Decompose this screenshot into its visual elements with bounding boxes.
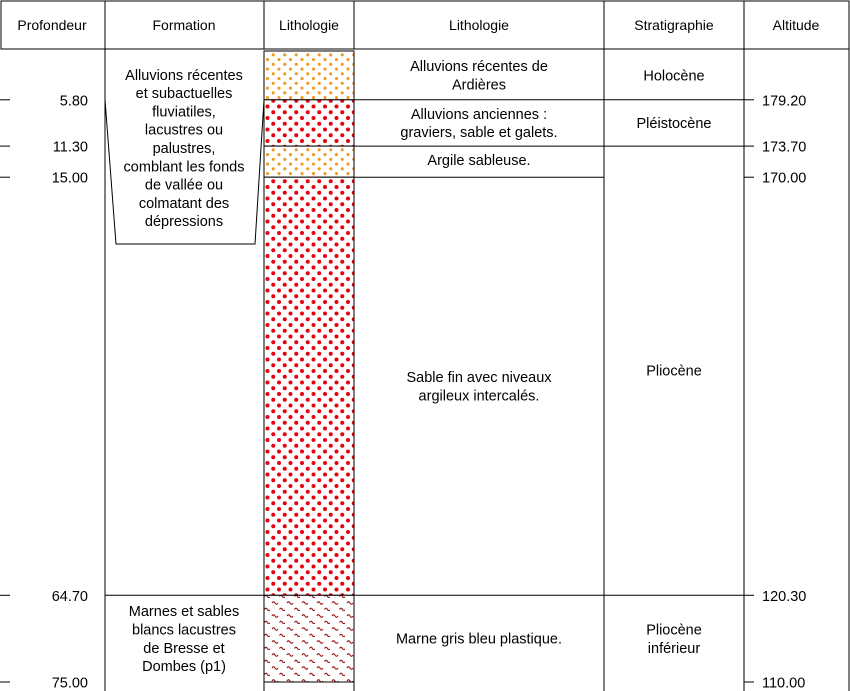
lithology-pattern-red-dots [264, 177, 354, 595]
altitude-label: 179.20 [762, 93, 807, 110]
stratigraphy-label-line: Pliocène [646, 363, 702, 380]
stratigraphy-column [604, 68, 744, 656]
depth-label: 75.00 [51, 675, 88, 691]
formation-label-line: comblant les fonds [123, 159, 245, 176]
formation-label-line: palustres, [152, 141, 216, 157]
formation-label-line: Alluvions récentes [125, 67, 243, 84]
lithology-description-line: Alluvions anciennes : [410, 106, 548, 123]
formation-column [105, 68, 264, 675]
header-altitude: Altitude [772, 17, 820, 33]
header-profondeur: Profondeur [17, 17, 87, 33]
stratigraphy-label-line: Holocène [643, 68, 705, 85]
altitude-label: 120.30 [762, 588, 807, 605]
lithology-description-line: Argile sableuse. [427, 153, 531, 170]
altitude-column [744, 93, 806, 691]
altitude-label: 170.00 [762, 170, 807, 187]
altitude-label: 173.70 [762, 139, 807, 156]
lithology-pattern-marl-waves [264, 595, 354, 682]
stratigraphy-label-line: inférieur [647, 640, 701, 657]
lithology-description-line: argileux intercalés. [418, 388, 540, 405]
formation-label-line: et subactuelles [135, 86, 233, 103]
lithology-description-line: Marne gris bleu plastique. [395, 631, 563, 648]
depth-column [0, 93, 88, 691]
stratigraphy-label-line: Pléistocène [636, 115, 712, 132]
formation-label-line: lacustres ou [144, 122, 224, 139]
lithology-pattern-orange-dots [264, 146, 354, 177]
lithology-pattern-orange-dots [264, 51, 354, 100]
header-lithologie-description: Lithologie [449, 17, 509, 33]
depth-label: 5.80 [59, 93, 88, 110]
lithology-pattern-red-dots [264, 100, 354, 146]
header-row [1, 1, 849, 49]
formation-label-line: colmatant des [138, 195, 230, 212]
altitude-label: 110.00 [762, 675, 806, 691]
lithology-description-line: Sable fin avec niveaux [406, 370, 552, 387]
formation-label-line: blancs lacustres [132, 622, 236, 639]
lithology-pattern-column [264, 51, 354, 691]
formation-label-line: de vallée ou [144, 177, 224, 194]
formation-label-line: dépressions [144, 214, 224, 231]
formation-label-line: Dombes (p1) [142, 659, 226, 676]
header-formation: Formation [152, 17, 216, 33]
lithology-description-line: graviers, sable et galets. [400, 125, 558, 142]
formation-label-line: de Bresse et [143, 640, 225, 657]
lithology-description-column [354, 59, 604, 648]
lithology-description-line: Ardières [452, 77, 506, 94]
formation-label-line: fluviatiles, [152, 104, 216, 121]
depth-label: 15.00 [51, 170, 88, 187]
depth-label: 11.30 [52, 139, 88, 156]
formation-label-line: Marnes et sables [128, 604, 240, 621]
lithology-description-line: Alluvions récentes de [410, 59, 548, 76]
header-stratigraphie: Stratigraphie [634, 17, 714, 33]
depth-label: 64.70 [51, 588, 88, 605]
header-lithologie-pattern: Lithologie [279, 17, 339, 33]
stratigraphy-label-line: Pliocène [646, 622, 702, 639]
